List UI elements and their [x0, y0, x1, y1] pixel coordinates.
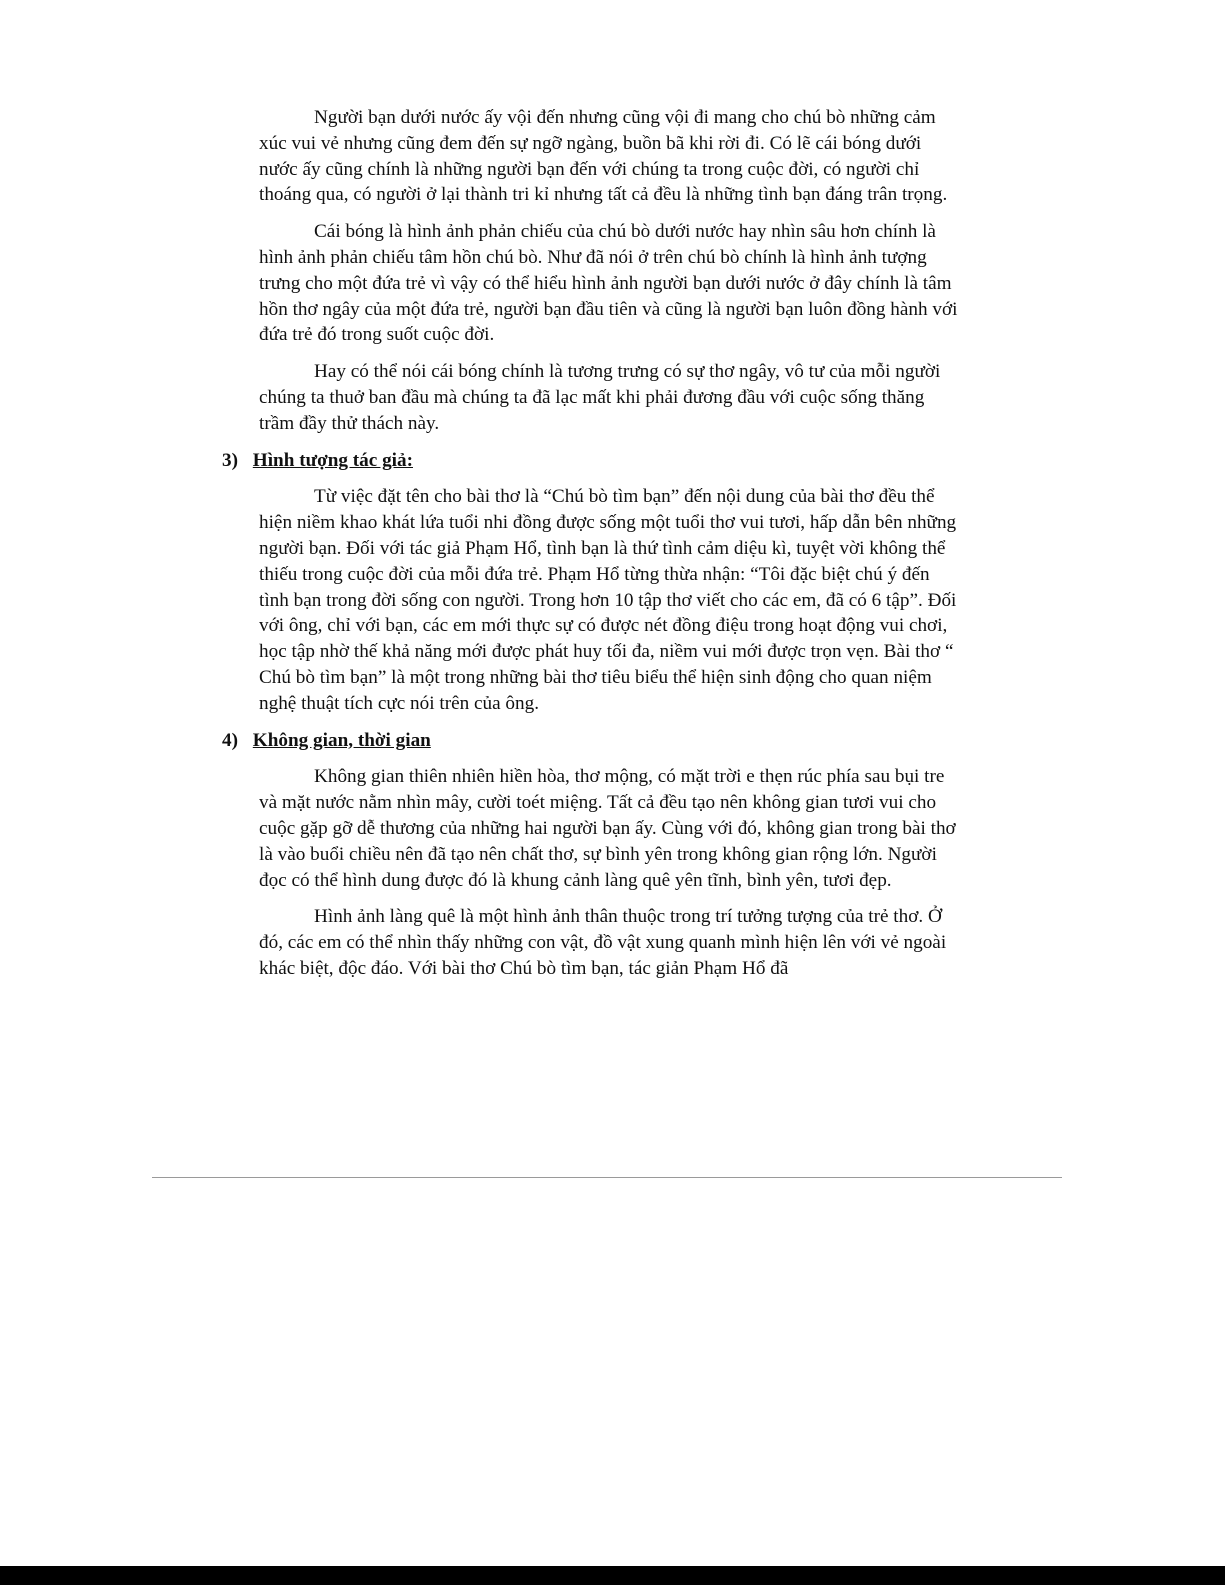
paragraph-2: Cái bóng là hình ảnh phản chiếu của chú bò dưới nước hay nhìn sâu hơn chính là hình ảnh phản chiếu tâm hồn chú bò. Như đã nói ở trên chú bò chính là hình ảnh tượng trưng cho một đứa trẻ vì vậy có thể hiểu hình ảnh người bạn dưới nước ở đây chính là tâm hồn thơ ngây của một đứa trẻ, người bạn đầu tiên và cũng là người bạn luôn đồng hành với đứa trẻ đó trong suốt cuộc đời. — [259, 221, 958, 346]
document-body — [222, 105, 959, 993]
paragraph-4: Từ việc đặt tên cho bài thơ là “Chú bò tìm bạn” đến nội dung của bài thơ đều thể hiện niềm khao khát lứa tuổi nhi đồng được sống một tuổi thơ vui tươi, hấp dẫn bên những người bạn. Đối với tác giả Phạm Hổ, tình bạn là thứ tình cảm diệu kì, tuyệt vời không thể thiếu trong cuộc đời của mỗi đứa trẻ. Phạm Hổ từng thừa nhận: “Tôi đặc biệt chú ý đến tình bạn trong đời sống con người. Trong hơn 10 tập thơ viết cho các em, đã có 6 tập”. Đối với ông, chỉ với bạn, các em mới thực sự có được nét đồng điệu trong hoạt động vui chơi, học tập nhờ thế khả năng mới được phát huy tối đa, niềm vui mới được trọn vẹn. Bài thơ “ Chú bò tìm bạn” là một trong những bài thơ tiêu biểu thể hiện sinh động cho quan niệm nghệ thuật tích cực nói trên của ông. — [259, 486, 957, 714]
section-number-4: 4) — [222, 729, 238, 751]
page-divider — [152, 1177, 1062, 1178]
section-heading-4 — [222, 728, 959, 754]
paragraph-5: Không gian thiên nhiên hiền hòa, thơ mộng, có mặt trời e thẹn rúc phía sau bụi tre và mặt nước nằm nhìn mây, cười toét miệng. Tất cả đều tạo nên không gian tươi vui cho cuộc gặp gỡ dễ thương của những hai người bạn ấy. Cùng với đó, không gian trong bài thơ là vào buổi chiều nên đã tạo nên chất thơ, sự bình yên trong không gian rộng lớn. Người đọc có thể hình dung được đó là khung cảnh làng quê yên tĩnh, bình yên, tươi đẹp. — [259, 766, 956, 891]
paragraph-6: Hình ảnh làng quê là một hình ảnh thân thuộc trong trí tưởng tượng của trẻ thơ. Ở đó, các em có thể nhìn thấy những con vật, đồ vật xung quanh mình hiện lên với vẻ ngoài khác biệt, độc đáo. Với bài thơ Chú bò tìm bạn, tác giản Phạm Hổ đã — [259, 906, 947, 979]
section-heading-3 — [222, 448, 959, 474]
paragraph-1: Người bạn dưới nước ấy vội đến nhưng cũng vội đi mang cho chú bò những cảm xúc vui vẻ nhưng cũng đem đến sự ngỡ ngàng, buồn bã khi rời đi. Có lẽ cái bóng dưới nước ấy cũng chính là những người bạn đến với chúng ta trong cuộc đời, có người chỉ thoáng qua, có người ở lại thành tri kỉ nhưng tất cả đều là những tình bạn đáng trân trọng. — [259, 107, 948, 206]
section-title-3: Hình tượng tác giả: — [252, 449, 413, 471]
section-number-3: 3) — [222, 449, 238, 471]
bottom-edge-bar — [0, 1566, 1225, 1585]
paragraph-3: Hay có thể nói cái bóng chính là tương trưng có sự thơ ngây, vô tư của mỗi người chúng ta thuở ban đầu mà chúng ta đã lạc mất khi phải đương đầu với cuộc sống thăng trầm đầy thử thách này. — [259, 361, 941, 434]
section-title-4: Không gian, thời gian — [252, 729, 431, 751]
